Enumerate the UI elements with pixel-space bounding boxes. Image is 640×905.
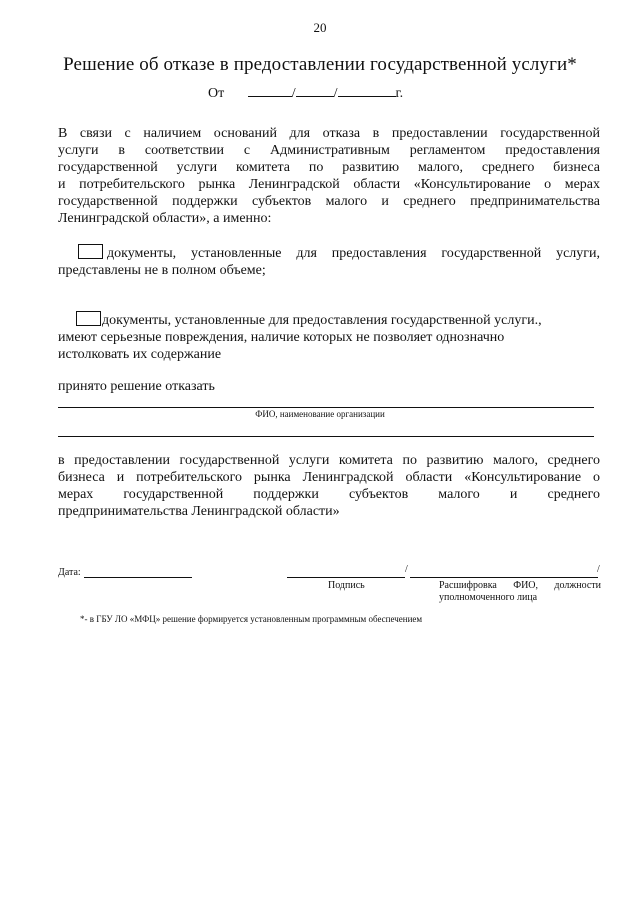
signature-slash: /	[405, 564, 408, 575]
option-2-text: документы, установленные для предоставления государственной услуги.,	[102, 313, 542, 328]
organization-line[interactable]	[58, 436, 594, 437]
page-number: 20	[313, 20, 327, 35]
refusal-line: в предоставлении государственной услуги комитета по развитию малого, среднего	[58, 453, 600, 468]
decoding-label-line-2: уполномоченного лица	[439, 592, 538, 603]
date-label: Дата:	[58, 567, 81, 578]
refusal-line: бизнеса и потребительского рынка Ленинградской области «Консультирование о	[58, 470, 600, 485]
decoding-end-slash: /	[597, 564, 600, 575]
option-2-checkbox[interactable]	[76, 311, 101, 326]
option-2-line	[58, 311, 600, 329]
option-2-line: истолковать их содержание	[58, 347, 222, 362]
footnote: *- в ГБУ ЛО «МФЦ» решение формируется установленным программным обеспечением	[80, 614, 423, 624]
fio-caption: ФИО, наименование организации	[255, 409, 385, 419]
intro-line: государственной поддержки субъектов малого и среднего предпринимательства	[58, 194, 600, 209]
date-year-blank	[338, 82, 396, 97]
intro-line: услуги в соответствии с Административным регламентом предоставления	[58, 143, 600, 158]
date-line	[208, 82, 403, 102]
fio-line[interactable]	[58, 407, 594, 408]
intro-line: и потребительского рынка Ленинградской области «Консультирование о мерах	[58, 177, 600, 192]
refusal-line: предпринимательства Ленинградской области»	[58, 504, 340, 519]
intro-line: В связи с наличием оснований для отказа в предоставлении государственной	[58, 126, 600, 141]
date-prefix: От	[208, 86, 225, 101]
refusal-paragraph	[58, 452, 600, 520]
date-separator-1: /	[291, 86, 296, 101]
date-day-blank	[248, 82, 292, 97]
date-month-blank	[296, 82, 334, 97]
refusal-line: мерах государственной поддержки субъектов малого и среднего	[58, 487, 600, 502]
signature-label: Подпись	[328, 580, 365, 591]
option-1-line	[58, 244, 600, 262]
decoding-label-line-1: Расшифровка ФИО, должности	[439, 580, 601, 591]
decision-text: принято решение отказать	[58, 379, 215, 394]
signature-field-line[interactable]	[287, 577, 405, 578]
date-field-line[interactable]	[84, 577, 192, 578]
option-1	[58, 244, 600, 279]
document-title: Решение об отказе в предоставлении государственной услуги*	[63, 54, 577, 75]
intro-line: Ленинградской области», а именно:	[58, 211, 272, 226]
option-1-line: представлены не в полном объеме;	[58, 263, 266, 278]
intro-paragraph	[58, 125, 600, 227]
intro-line: государственной услуги комитета по развитию малого, среднего бизнеса	[58, 160, 600, 175]
option-2	[58, 311, 600, 363]
decoding-field-line[interactable]	[410, 577, 598, 578]
date-separator-2: /	[333, 86, 338, 101]
option-2-line: имеют серьезные повреждения, наличие которых не позволяет однозначно	[58, 330, 505, 345]
option-1-checkbox[interactable]	[78, 244, 103, 259]
option-1-text: документы, установленные для предоставления государственной услуги,	[107, 246, 600, 261]
date-suffix: г.	[395, 86, 404, 101]
